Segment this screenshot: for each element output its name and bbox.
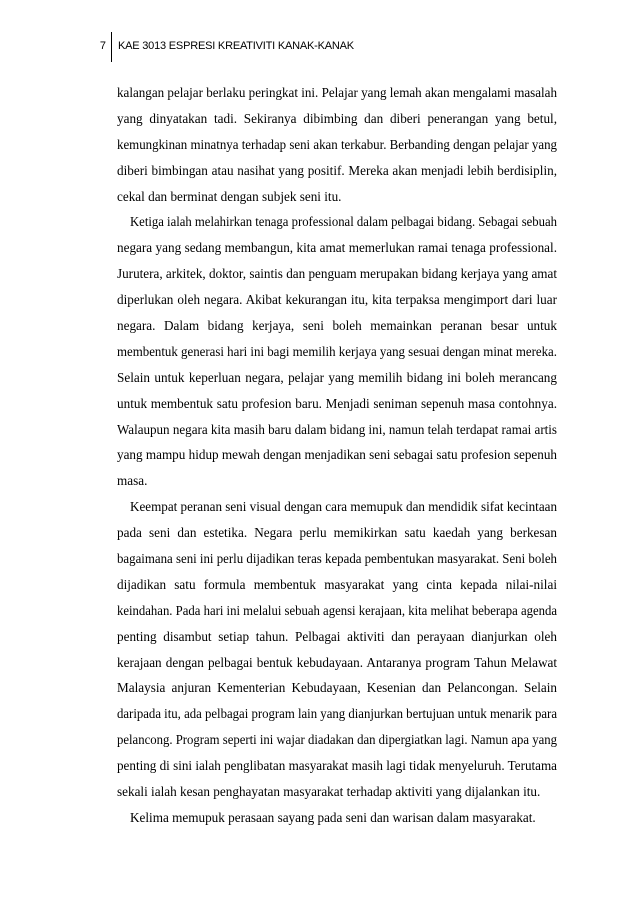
paragraph-first-line: Keempat peranan seni visual dengan cara memupuk dan mendidik sifat kecintaan — [130, 499, 557, 515]
text-line: Jurutera, arkitek, doktor, saintis dan penguam merupakan bidang kerjaya yang amat — [117, 266, 557, 282]
text-line: cekal dan berminat dengan subjek seni itu. — [117, 188, 342, 204]
page-header — [0, 32, 638, 62]
text-line: sekali ialah kesan penghayatan masyarakat terhadap aktiviti yang dijalankan itu. — [117, 784, 541, 800]
text-line: kerajaan dengan pelbagai bentuk kebudayaan. Antaranya program Tahun Melawat — [117, 654, 557, 670]
text-line: Malaysia anjuran Kementerian Kebudayaan, Kesenian dan Pelancongan. Selain — [117, 680, 557, 696]
text-line: penting di sini ialah penglibatan masyarakat masih lagi tidak menyeluruh. Terutama — [117, 758, 557, 774]
header-divider — [111, 32, 112, 62]
text-line: keindahan. Pada hari ini melalui sebuah agensi kerajaan, kita melihat beberapa agenda — [117, 602, 557, 618]
paragraph-first-line: Kelima memupuk perasaan sayang pada seni dan warisan dalam masyarakat. — [130, 809, 536, 825]
text-line: masa. — [117, 473, 148, 489]
body-text — [117, 80, 557, 831]
text-line: negara yang sedang membangun, kita amat memerlukan ramai tenaga professional. — [117, 240, 557, 256]
text-line: Selain untuk keperluan negara, pelajar yang memilih bidang ini boleh merancang — [117, 369, 557, 385]
text-line: bagaimana seni ini perlu dijadikan teras kepada pembentukan masyarakat. Seni boleh — [117, 551, 557, 567]
text-line: negara. Dalam bidang kerjaya, seni boleh memainkan peranan besar untuk — [117, 318, 557, 334]
text-line: diberi bimbingan atau nasihat yang positif. Mereka akan menjadi lebih berdisiplin, — [117, 162, 557, 178]
text-line: diperlukan oleh negara. Akibat kekurangan itu, kita terpaksa mengimport dari luar — [117, 292, 557, 308]
course-title: KAE 3013 ESPRESI KREATIVITI KANAK-KANAK — [118, 40, 354, 52]
text-line: yang mampu hidup mewah dengan menjadikan seni sebagai satu profesion sepenuh — [117, 447, 557, 463]
text-line: pada seni dan estetika. Negara perlu memikirkan satu kaedah yang berkesan — [117, 525, 557, 541]
text-line: daripada itu, ada pelbagai program lain yang dianjurkan bertujuan untuk menarik para — [117, 706, 557, 722]
text-line: membentuk generasi hari ini bagi memilih kerjaya yang sesuai dengan minat mereka. — [117, 343, 557, 359]
paragraph-first-line: Ketiga ialah melahirkan tenaga professional dalam pelbagai bidang. Sebagai sebuah — [130, 214, 557, 230]
text-line: pelancong. Program seperti ini wajar diadakan dan dipergiatkan lagi. Namun apa yang — [117, 732, 557, 748]
text-line: Walaupun negara kita masih baru dalam bidang ini, namun telah terdapat ramai artis — [117, 421, 557, 437]
text-line: yang dinyatakan tadi. Sekiranya dibimbing dan diberi penerangan yang betul, — [117, 110, 557, 126]
text-line: penting disambut setiap tahun. Pelbagai aktiviti dan perayaan dianjurkan oleh — [117, 628, 557, 644]
text-line: dijadikan satu formula membentuk masyarakat yang cinta kepada nilai-nilai — [117, 576, 557, 592]
text-line: kemungkinan minatnya terhadap seni akan terkabur. Berbanding dengan pelajar yang — [117, 136, 557, 152]
text-line: kalangan pelajar berlaku peringkat ini. Pelajar yang lemah akan mengalami masalah — [117, 85, 557, 100]
text-line: untuk membentuk satu profesion baru. Menjadi seniman sepenuh masa contohnya. — [117, 395, 557, 411]
page-number: 7 — [99, 40, 106, 52]
